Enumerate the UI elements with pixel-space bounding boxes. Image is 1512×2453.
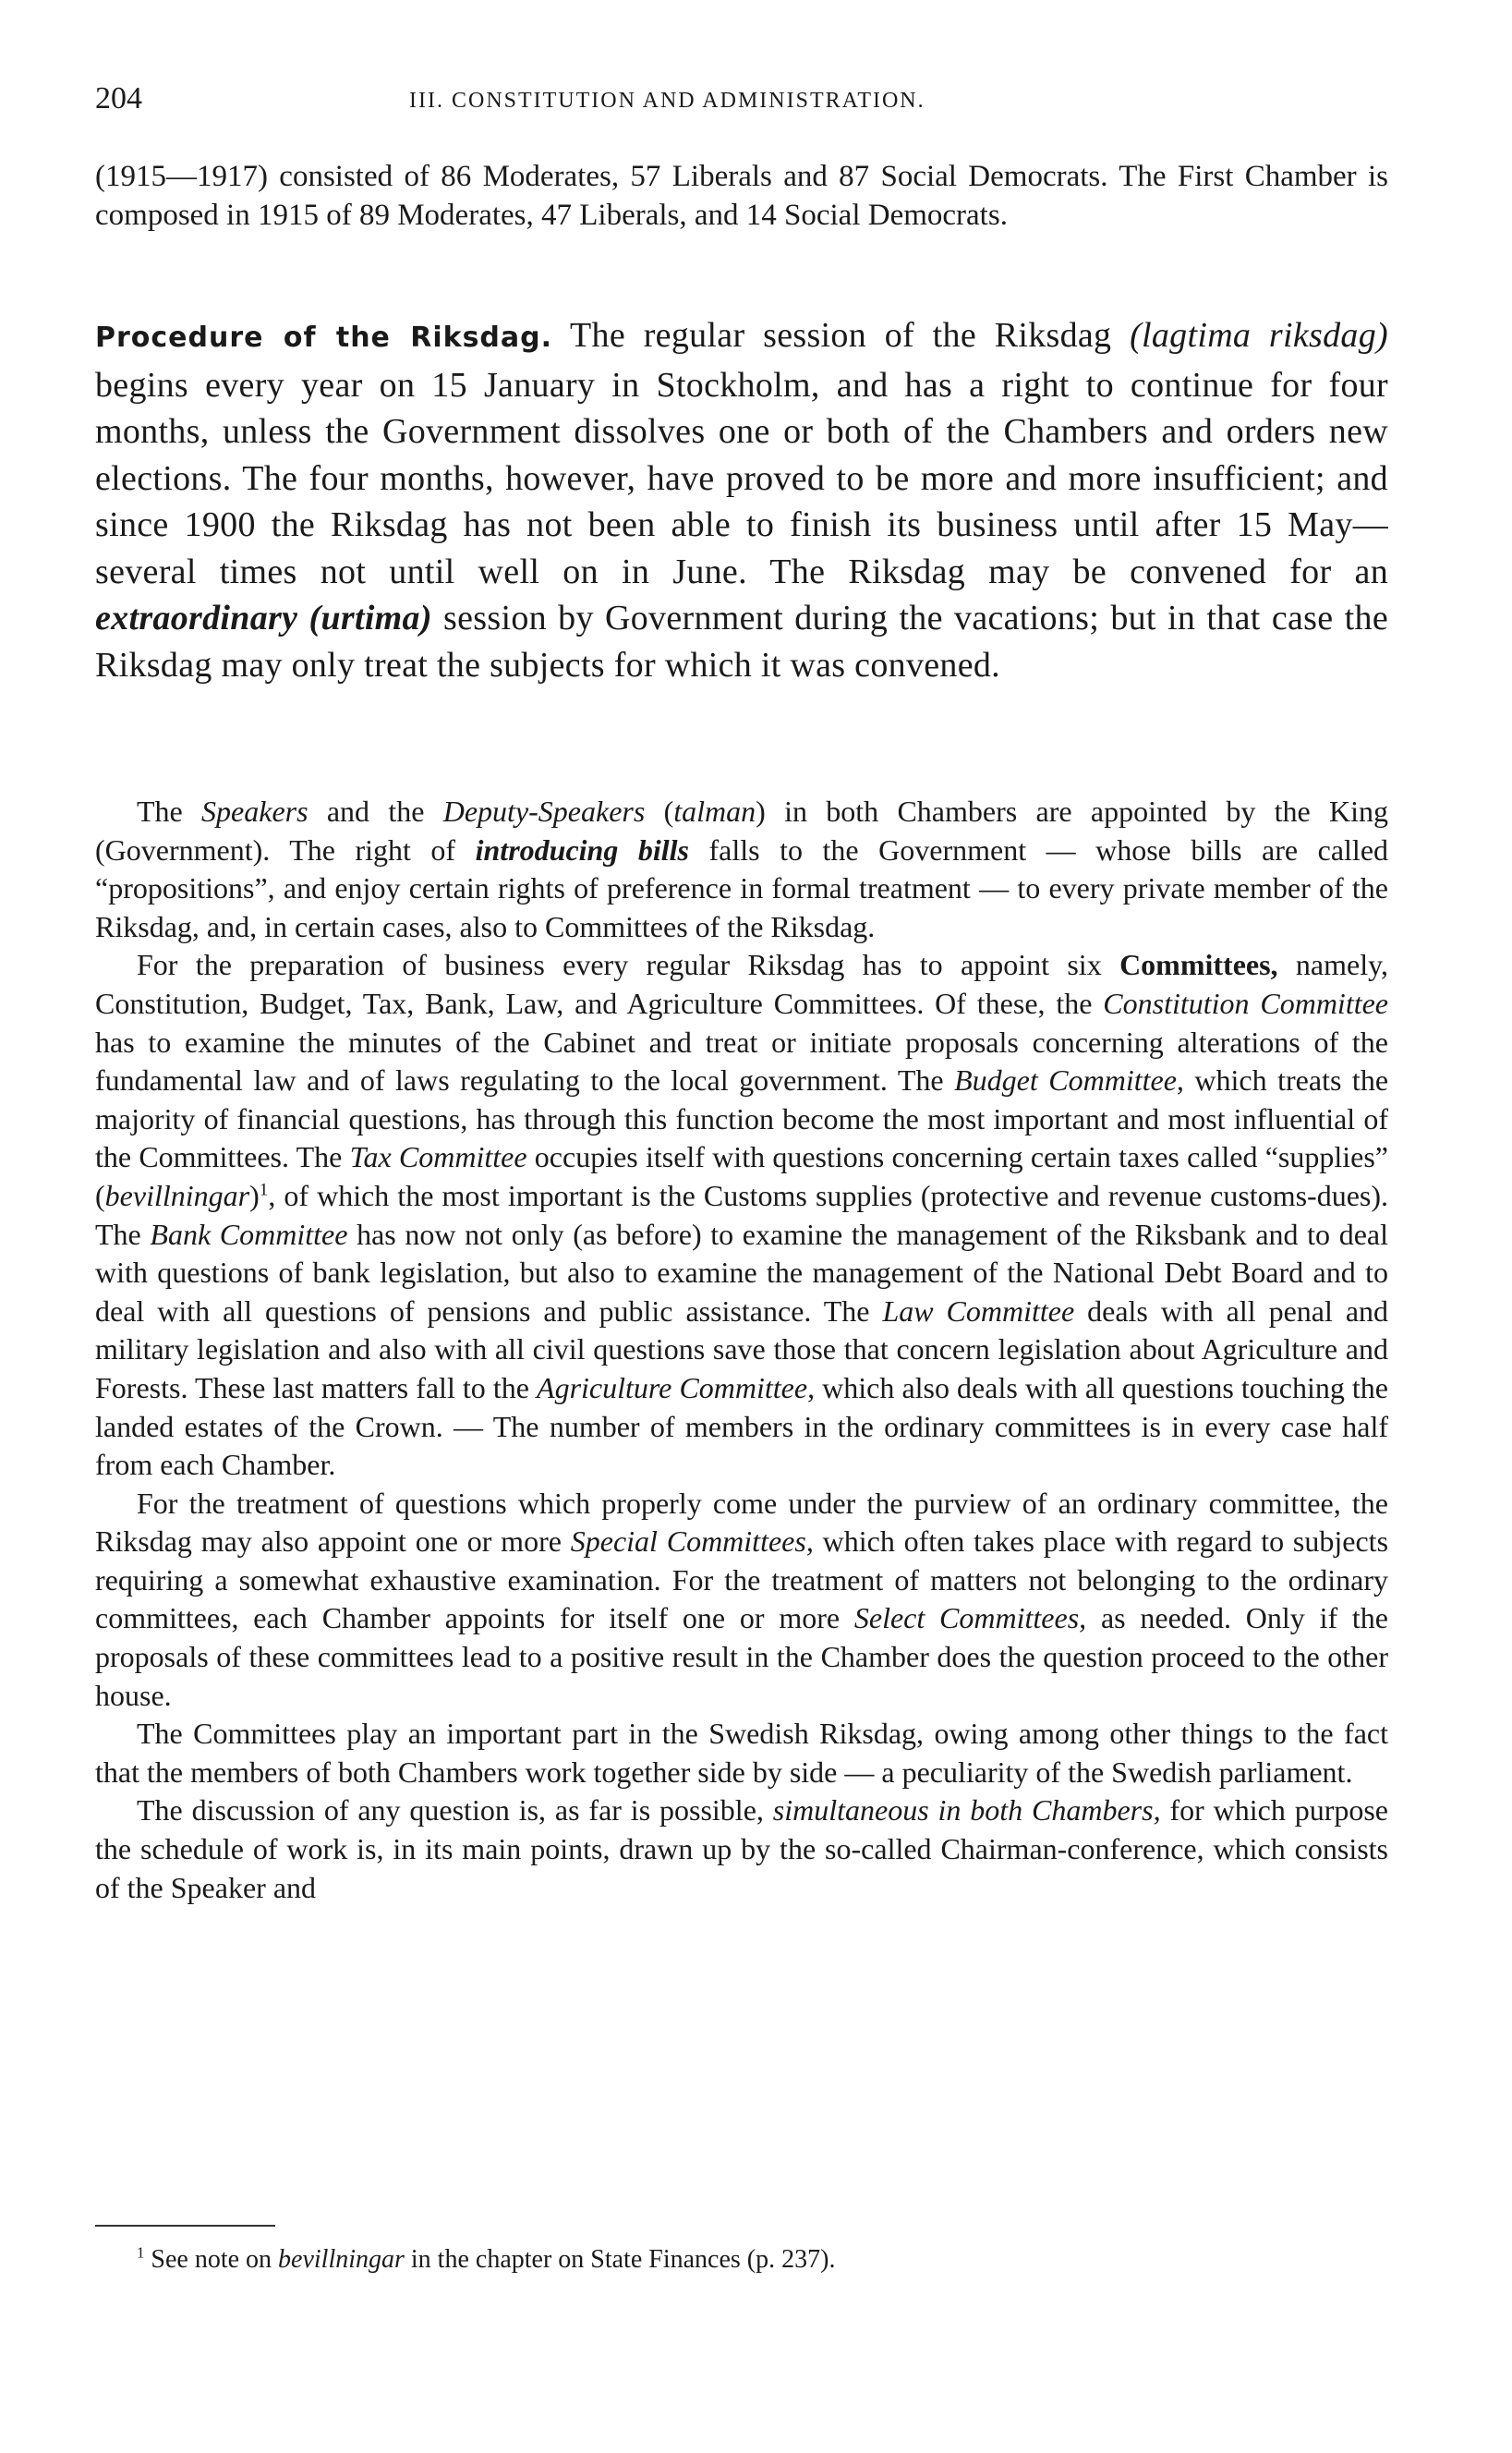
footnote-mark: 1 <box>137 2243 145 2262</box>
term-extraordinary: extraordinary (urtima) <box>95 599 432 638</box>
running-head: III. CONSTITUTION AND ADMINISTRATION. <box>409 89 925 113</box>
page-header <box>95 81 1388 128</box>
term-lagtima: (lagtima riksdag) <box>1130 316 1388 355</box>
intro-paragraph-block <box>95 157 1388 235</box>
procedure-paragraph: Procedure of the Riksdag. The regular session of the Riksdag (lagtima riksdag) begins every year on 15 January in Stockholm, and has a right to continue for four months, unless the Government dissolves one or both of the Chambers and orders new elections. The four months, however, have proved to be more and more insufficient; and since 1900 the Riksdag has not been able to finish its business until after 15 May—several times not until well on in June. The Riksdag may be convened for an extraordinary (urtima) session by Government during the vacations; but in that case the Riksdag may only treat the subjects for which it was convened. <box>95 316 1388 685</box>
small-print-section <box>95 793 1388 1907</box>
footnote-ref: 1 <box>259 1180 269 1200</box>
role-paragraph: The Committees play an important part in the Swedish Riksdag, owing among other things to the fact that the members of both Chambers work together side by side — a peculiarity of the Swedish parliament. <box>95 1717 1388 1789</box>
speakers-paragraph: The Speakers and the Deputy-Speakers (talman) in both Chambers are appointed by the King (Government). The right of introducing bills falls to the Government — whose bills are called “propositions”, and enjoy certain rights of preference in formal treatment — to every private member of the Riksdag, and, in certain cases, also to Committees of the Riksdag. <box>95 795 1389 943</box>
discussion-paragraph: The discussion of any question is, as far is possible, simultaneous in both Chambers, for which purpose the schedule of work is, in its main points, drawn up by the so-called Chairman-conference, which consists of the Speaker and <box>95 1793 1389 1904</box>
intro-paragraph: (1915—1917) consisted of 86 Moderates, 57 Liberals and 87 Social Democrats. The First Chamber is composed in 1915 of 89 Moderates, 47 Liberals, and 14 Social Democrats. <box>95 160 1388 232</box>
footnote: $^1$ See note on bevillningar in the chapter on State Finances (p. 237). <box>137 2243 836 2274</box>
page-number: 204 <box>95 81 142 115</box>
committees-paragraph: For the preparation of business every regular Riksdag has to appoint six Committees, namely, Constitution, Budget, Tax, Bank, Law, and Agriculture Committees. Of these, the Constitution Committee has to examine the minutes of the Cabinet and treat or initiate proposals concerning alterations of the fundamental law and of laws regulating to the local government. The Budget Committee, which treats the majority of financial questions, has through this function become the most important and most influential of the Committees. The Tax Committee occupies itself with questions concerning certain taxes called “supplies” (bevillningar)$^1$, of which the most important is the Customs supplies (protective and revenue customs-dues). The Bank Committee has now not only (as before) to examine the management of the Riksbank and to deal with questions of bank legislation, but also to examine the management of the National Debt Board and to deal with all questions of pensions and public assistance. The Law Committee deals with all penal and military legislation and also with all civil questions save those that concern legislation about Agriculture and Forests. These last matters fall to the Agriculture Committee, which also deals with all questions touching the landed estates of the Crown. — The number of members in the ordinary committees is in every case half from each Chamber. <box>95 948 1389 1482</box>
footnote-divider <box>95 2225 275 2227</box>
procedure-section <box>95 312 1388 688</box>
section-heading: Procedure of the Riksdag. <box>95 322 553 354</box>
special-committees-paragraph: For the treatment of questions which properly come under the purview of an ordinary committee, the Riksdag may also appoint one or more Special Committees, which often takes place with regard to subjects requiring a somewhat exhaustive examination. For the treatment of matters not belonging to the ordinary committees, each Chamber appoints for itself one or more Select Committees, as needed. Only if the proposals of these committees lead to a positive result in the Chamber does the question proceed to the other house. <box>95 1486 1389 1712</box>
